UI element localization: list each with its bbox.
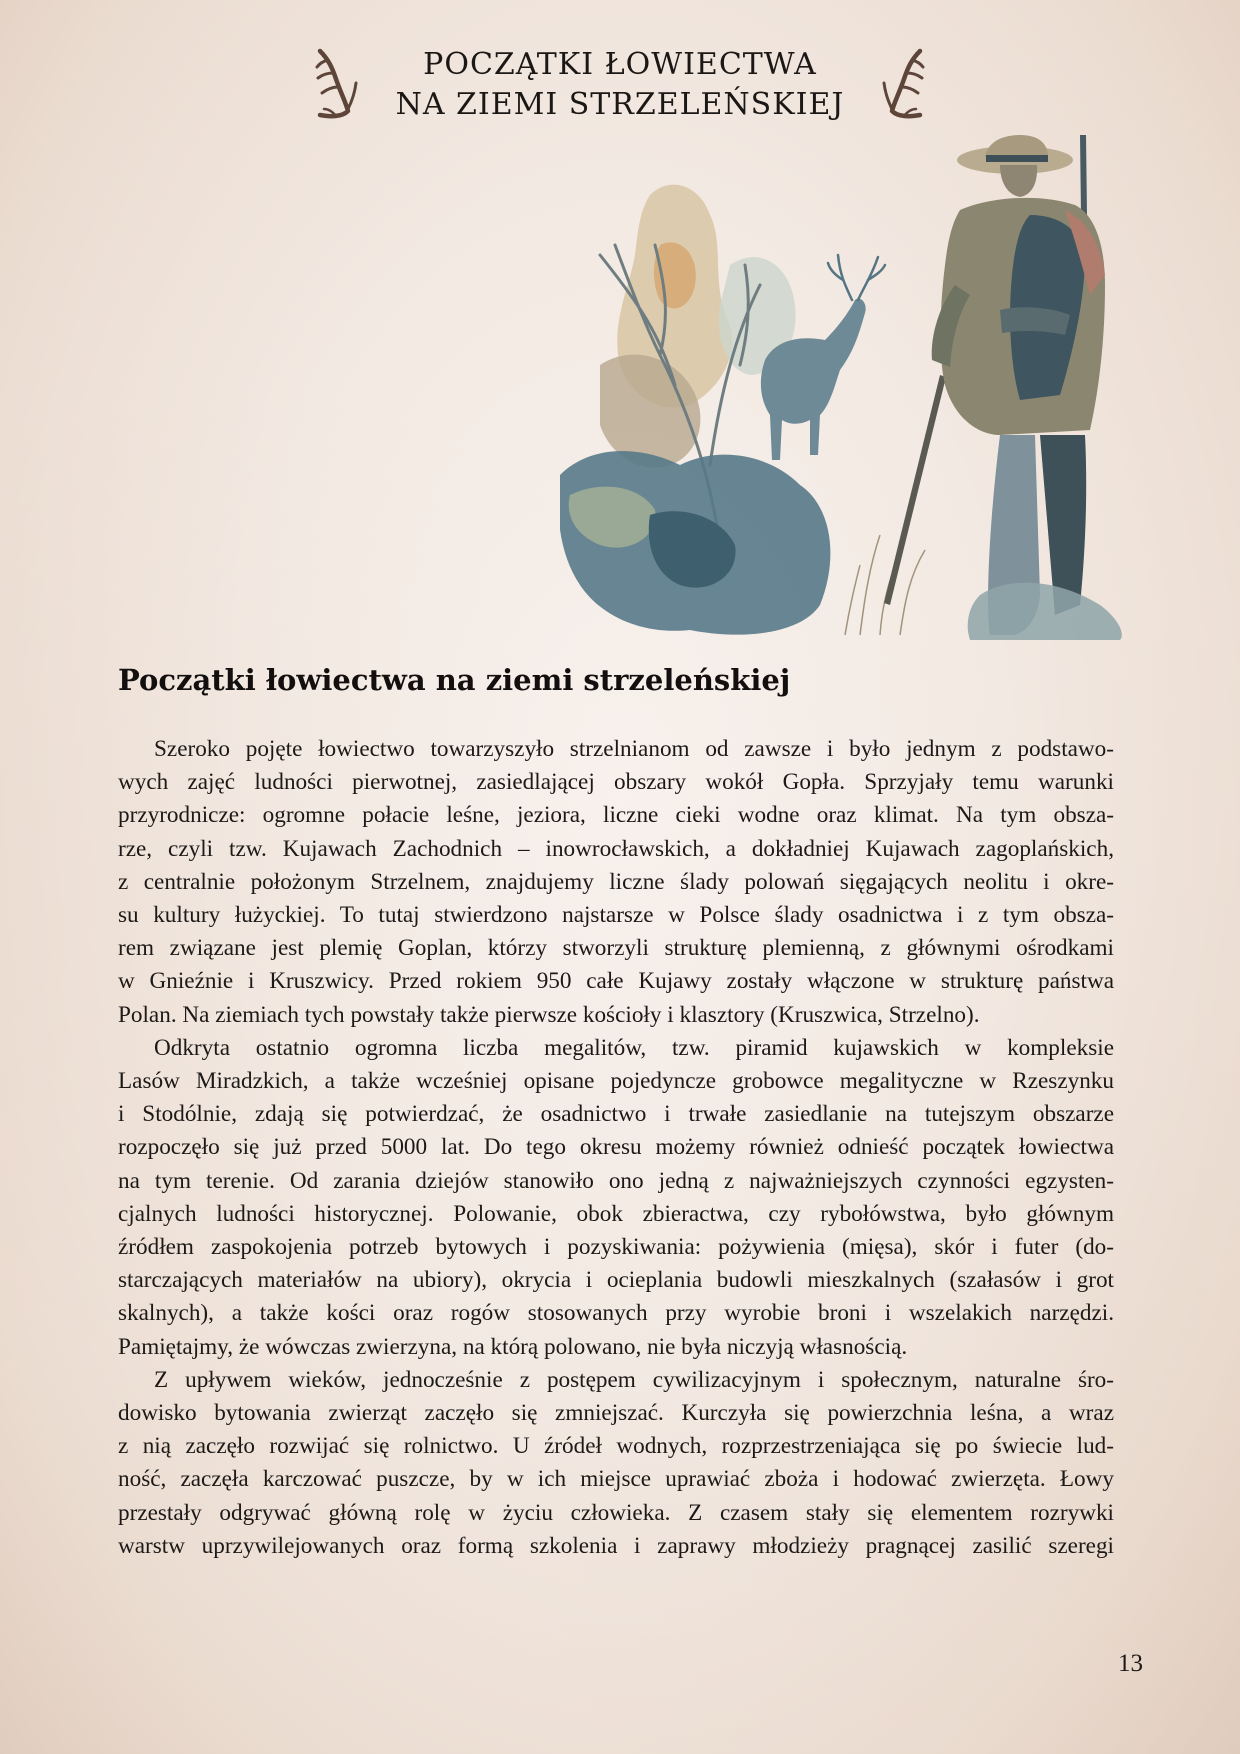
text-line: rem związane jest plemię Goplan, którzy stworzyli strukturę plemienną, z głównymi ośrodkami [118, 935, 1114, 962]
page-title-line2: NA ZIEMI STRZELEŃSKIEJ [395, 87, 845, 122]
text-line: su kultury łużyckiej. To tutaj stwierdzono najstarsze w Polsce ślady osadnictwa i z tym obsza- [118, 902, 1114, 929]
text-line: źródłem zaspokojenia potrzeb bytowych i pozyskiwania: pożywienia (mięsa), skór i futer (do- [118, 1234, 1114, 1261]
text-line: z centralnie położonym Strzelnem, znajdujemy liczne ślady polowań sięgających neolitu i okre- [118, 868, 1114, 895]
paragraph-2 [118, 1032, 1114, 1364]
text-line: na tym terenie. Od zarania dziejów stanowiło ono jedną z najważniejszych czynności egzysten- [118, 1167, 1114, 1194]
page-header [0, 40, 1240, 130]
text-line: Polan. Na ziemiach tych powstały także pierwsze kościoły i klasztory (Kruszwica, Strzelno). [118, 1001, 980, 1028]
section-heading: Początki łowiectwa na ziemi strzeleńskiej [118, 663, 791, 697]
antler-icon [306, 45, 366, 125]
text-line: wych zajęć ludności pierwotnej, zasiedlającej obszary wokół Gopła. Sprzyjały temu warunki [118, 769, 1114, 796]
text-line: Pamiętajmy, że wówczas zwierzyna, na którą polowano, nie była niczyją własnością. [118, 1333, 908, 1360]
text-line: ność, zaczęła karczować puszcze, by w ich miejsce uprawiać zboża i hodować zwierzęta. Łowy [118, 1466, 1114, 1493]
text-line: przestały odgrywać główną rolę w życiu człowieka. Z czasem stały się elementem rozrywki [118, 1499, 1114, 1526]
text-line: warstw uprzywilejowanych oraz formą szkolenia i zaprawy młodzieży pragnącej zasilić szeregi [118, 1532, 1114, 1559]
page-title-line1: POCZĄTKI ŁOWIECTWA [423, 47, 817, 82]
page-title [396, 45, 845, 125]
hunter-and-deer-illustration [560, 135, 1135, 640]
page-number: 13 [1118, 1650, 1143, 1677]
text-line: rozpoczęło się już przed 5000 lat. Do tego okresu możemy również odnieść początek łowiectwa [118, 1134, 1114, 1161]
text-line: Lasów Miradzkich, a także wcześniej opisane pojedyncze grobowce megalityczne w Rzeszynku [118, 1068, 1114, 1095]
text-line: przyrodnicze: ogromne połacie leśne, jeziora, liczne cieki wodne oraz klimat. Na tym obsza- [118, 802, 1114, 829]
text-line: i Stodólnie, zdają się potwierdzać, że osadnictwo i trwałe zasiedlanie na tutejszym obszarze [118, 1101, 1114, 1128]
antler-icon [874, 45, 934, 125]
text-line: Szeroko pojęte łowiectwo towarzyszyło strzelnianom od zawsze i było jednym z podstawo- [154, 736, 1114, 762]
paragraph-3 [118, 1364, 1114, 1563]
text-line: rze, czyli tzw. Kujawach Zachodnich – inowrocławskich, a dokładniej Kujawach zagoplańskich, [118, 835, 1114, 862]
paragraph-1 [118, 733, 1114, 1032]
text-line: starczających materiałów na ubiory), okrycia i ocieplania budowli mieszkalnych (szałasów i grot [118, 1267, 1114, 1294]
article-body [118, 733, 1114, 1563]
text-line: z nią zaczęło rozwijać się rolnictwo. U źródeł wodnych, rozprzestrzeniająca się po świecie lud- [118, 1433, 1114, 1460]
text-line: Odkryta ostatnio ogromna liczba megalitów, tzw. piramid kujawskich w kompleksie [154, 1034, 1114, 1061]
text-line: w Gnieźnie i Kruszwicy. Przed rokiem 950 całe Kujawy zostały włączone w strukturę państwa [118, 968, 1114, 995]
text-line: skalnych), a także kości oraz rogów stosowanych przy wyrobie broni i wszelakich narzędzi. [118, 1300, 1114, 1327]
text-line: cjalnych ludności historycznej. Polowanie, obok zbieractwa, czy rybołówstwa, było głównym [118, 1200, 1114, 1227]
text-line: Z upływem wieków, jednocześnie z postępem cywilizacyjnym i społecznym, naturalne śro- [154, 1366, 1114, 1393]
text-line: dowisko bytowania zwierząt zaczęło się zmniejszać. Kurczyła się powierzchnia leśna, a wraz [118, 1400, 1114, 1427]
